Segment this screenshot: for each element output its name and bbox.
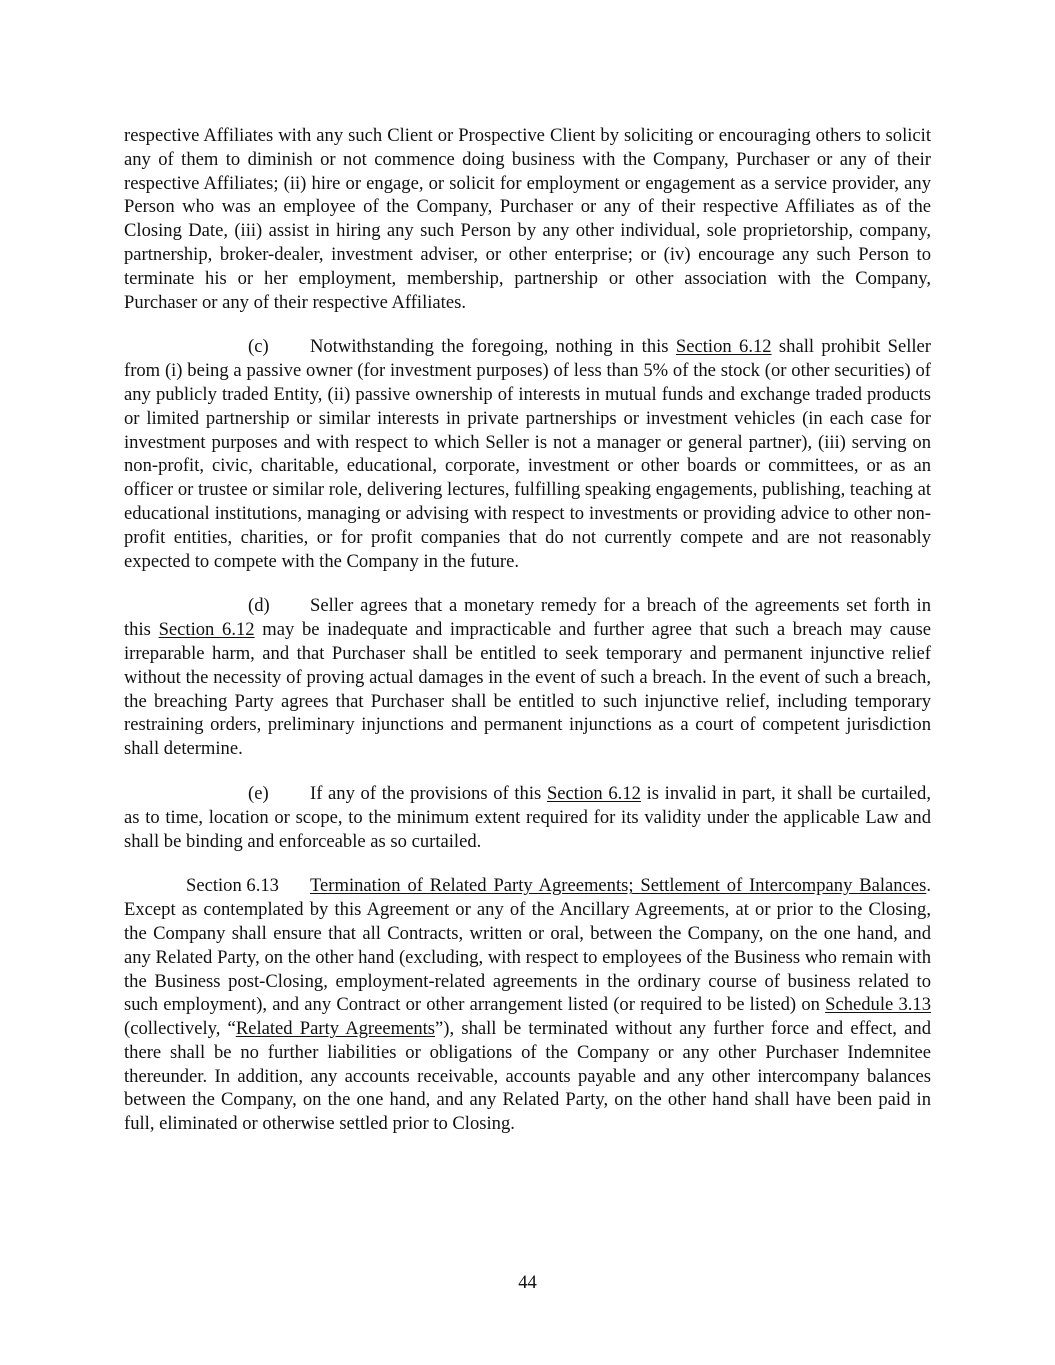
section-6-13-number: Section 6.13 [186,875,279,897]
paragraph-d-enumerator: (d) [248,595,270,617]
paragraph-b-continued [124,124,931,314]
document-body [124,124,931,1157]
paragraph-e [124,782,931,853]
section-6-13-heading: Termination of Related Party Agreements; Settlement of Intercompany Balances [310,875,927,897]
section-6-12-reference: Section 6.12 [675,336,772,358]
paragraph-c-text-end: shall prohibit Seller from (i) being a passive owner (for investment purposes) of less than 5% of the stock (or other securities) of any publicly traded Entity, (ii) passive ownership of interests in mutual funds and exchange traded products or limited partnership or similar interests in private partnerships or investment vehicles (in each case for investment purposes and with respect to which Seller is not a manager or general partner), (iii) serving on non-profit, civic, charitable, educational, corporate, investment or other boards or committees, or as an officer or trustee or similar role, delivering lectures, fulfilling speaking engagements, publishing, teaching at educational institutions, managing or advising with respect to investments or providing advice to other non-profit entities, charities, or for profit companies that do not currently compete and are not reasonably expected to compete with the Company in the future. [124,336,931,572]
paragraph-e-text-end: is invalid in part, it shall be curtailed, as to time, location or scope, to the minimum extent required for its validity under the applicable Law and shall be binding and enforceable as so curtailed. [124,782,931,852]
section-6-12-reference: Section 6.12 [546,782,641,804]
paragraph-d [124,594,931,761]
section-6-12-reference: Section 6.12 [158,619,255,641]
related-party-agreements-defined-term: Related Party Agreements [235,1018,436,1040]
paragraph-c-enumerator: (c) [248,336,269,358]
paragraph-d-text-end: may be inadequate and impracticable and further agree that such a breach may cause irreparable harm, and that Purchaser shall be entitled to seek temporary and permanent injunctive relief without the necessity of proving actual damages in the event of such a breach. In the event of such a breach, the breaching Party agrees that Purchaser shall be entitled to such injunctive relief, including temporary restraining orders, preliminary injunctions and permanent injunctions as a court of competent jurisdiction shall determine. [124,619,931,760]
paragraph-c-text-start: Notwithstanding the foregoing, nothing in this [310,336,676,358]
section-6-13-text-middle: (collectively, “ [124,1018,236,1040]
section-6-13-text-end: ”), shall be terminated without any further force and effect, and there shall be no further liabilities or obligations of the Company or any other Purchaser Indemnitee thereunder. In addition, any accounts receivable, accounts payable and any other intercompany balances between the Company, on the one hand, and any Related Party, on the other hand shall have been paid in full, eliminated or otherwise settled prior to Closing. [124,1018,931,1135]
paragraph-c [124,335,931,573]
section-6-13-text-start: Except as contemplated by this Agreement or any of the Ancillary Agreements, at or prior to the Closing, the Company shall ensure that all Contracts, written or oral, between the Company, on the one hand, and any Related Party, on the other hand (excluding, with respect to employees of the Business who remain with the Business post-Closing, employment-related agreements in the ordinary course of business related to such employment), and any Contract or other arrangement listed (or required to be listed) on [124,899,931,1016]
paragraph-d-text-start: Seller agrees that a monetary remedy for a breach of the agreements set forth in this [124,595,931,641]
paragraph-b-text: respective Affiliates with any such Client or Prospective Client by soliciting or encouraging others to solicit any of them to diminish or not commence doing business with the Company, Purchaser or any of their respective Affiliates; (ii) hire or engage, or solicit for employment or engagement as a service provider, any Person who was an employee of the Company, Purchaser or any of their respective Affiliates as of the Closing Date, (iii) assist in hiring any such Person by any other individual, sole proprietorship, company, partnership, broker-dealer, investment adviser, or other enterprise; or (iv) encourage any such Person to terminate his or her employment, membership, partnership or other association with the Company, Purchaser or any of their respective Affiliates. [124,125,931,313]
page-number: 44 [518,1272,537,1293]
section-6-13-heading-period: . [926,875,931,897]
paragraph-e-enumerator: (e) [248,782,269,804]
paragraph-e-text-start: If any of the provisions of this [310,782,547,804]
section-6-13 [124,874,931,1136]
schedule-3-13-reference: Schedule 3.13 [825,994,931,1016]
